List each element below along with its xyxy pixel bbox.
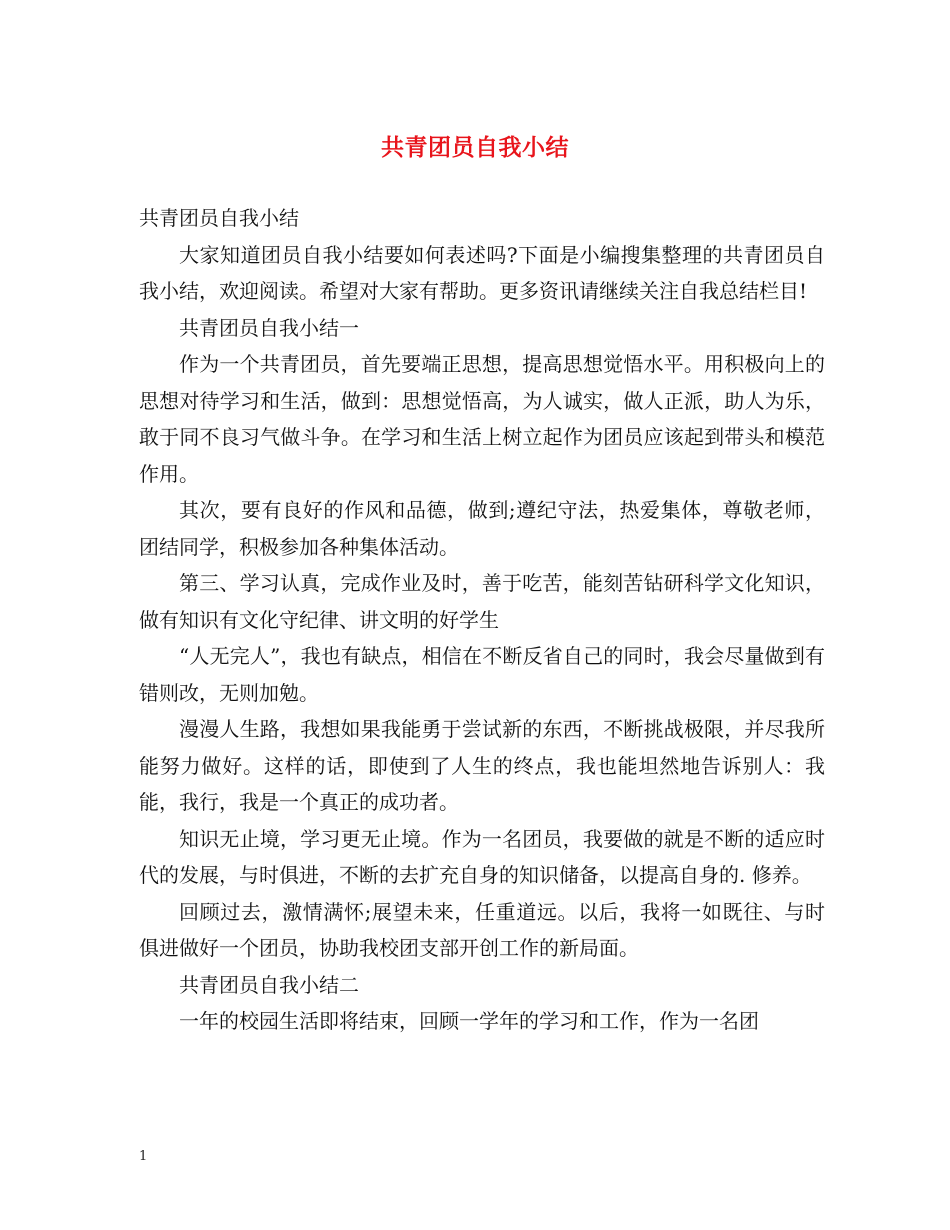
body-paragraph: 一年的校园生活即将结束，回顾一学年的学习和工作，作为一名团 xyxy=(179,1009,759,1033)
body-paragraph: 其次，要有良好的作风和品德，做到;遵纪守法，热爱集体，尊敬老师，团结同学，积极参加各种集体活动。 xyxy=(139,498,825,559)
body-paragraph: 知识无止境，学习更无止境。作为一名团员，我要做的就是不断的适应时代的发展，与时俱进，不断的去扩充自身的知识储备，以提高自身的. 修养。 xyxy=(139,826,825,887)
body-paragraph: 作为一个共青团员，首先要端正思想，提高思想觉悟水平。用积极向上的思想对待学习和生活，做到：思想觉悟高，为人诚实，做人正派，助人为乐，敢于同不良习气做斗争。在学习和生活上树立起作为团员应该起到带头和模范作用。 xyxy=(139,352,825,486)
intro-paragraph: 大家知道团员自我小结要如何表述吗?下面是小编搜集整理的共青团员自我小结，欢迎阅读。希望对大家有帮助。更多资讯请继续关注自我总结栏目! xyxy=(139,242,825,303)
body-paragraph: 第三、学习认真，完成作业及时，善于吃苦，能刻苦钻研科学文化知识，做有知识有文化守纪律、讲文明的好学生 xyxy=(139,571,825,632)
body-paragraph: “人无完人”，我也有缺点，相信在不断反省自己的同时，我会尽量做到有错则改，无则加勉。 xyxy=(139,644,825,705)
body-paragraph: 回顾过去，激情满怀;展望未来，任重道远。以后，我将一如既往、与时俱进做好一个团员，协助我校团支部开创工作的新局面。 xyxy=(139,899,825,960)
document-title: 共青团员自我小结 xyxy=(381,134,569,161)
body-paragraph: 漫漫人生路，我想如果我能勇于尝试新的东西，不断挑战极限，并尽我所能努力做好。这样的话，即使到了人生的终点，我也能坦然地告诉别人：我能，我行，我是一个真正的成功者。 xyxy=(139,717,825,814)
document-body xyxy=(139,200,825,1040)
body-heading: 共青团员自我小结 xyxy=(139,206,299,230)
page-number: 1 xyxy=(139,1149,148,1164)
section-heading-two: 共青团员自我小结二 xyxy=(179,972,359,997)
section-heading-one: 共青团员自我小结一 xyxy=(179,315,359,340)
